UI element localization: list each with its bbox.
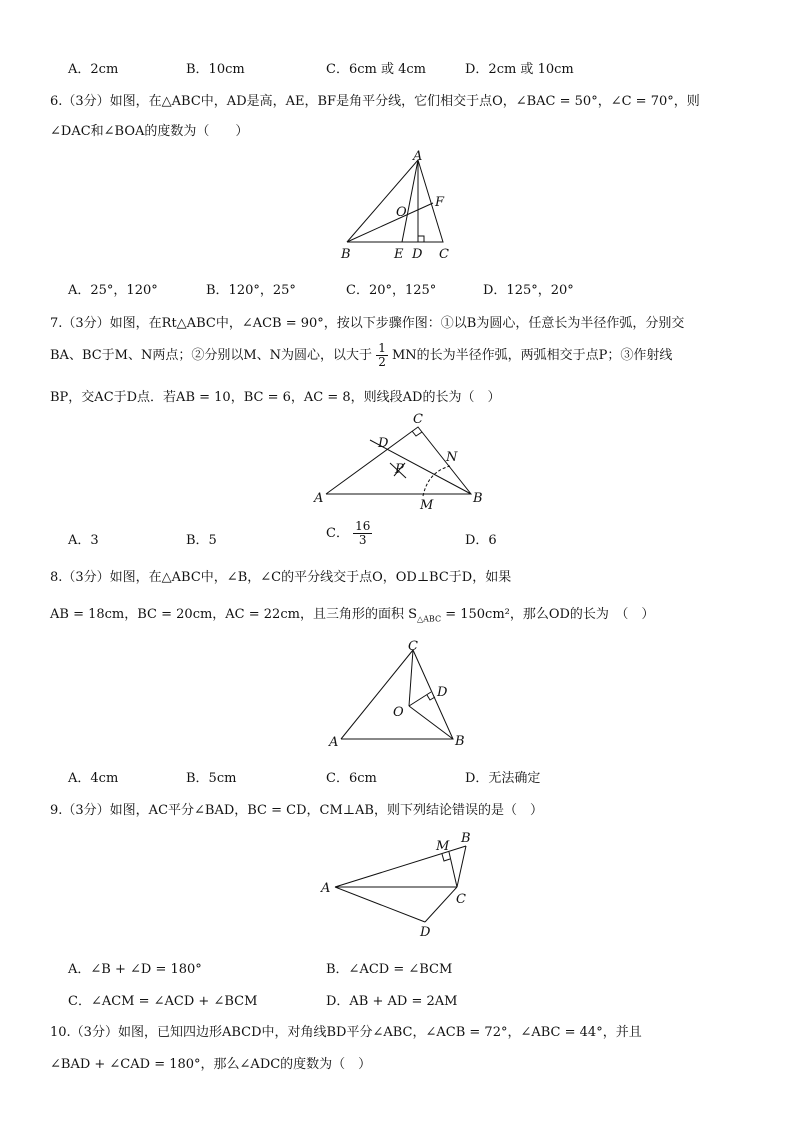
- q6-stem-line1: 6.（3分）如图，在△ABC中，AD是高，AE，BF是角平分线，它们相交于点O，∠BAC = 50°，∠C = 70°，则: [50, 94, 700, 109]
- q6-label-d: D: [412, 247, 423, 262]
- q7-frac-num: 1: [378, 341, 386, 355]
- q7-stem-line1: 7.（3分）如图，在Rt△ABC中，∠ACB = 90°，按以下步骤作图：①以B为圆心，任意长为半径作弧，分别交: [50, 316, 685, 331]
- q7-label-b: B: [473, 491, 483, 506]
- q8-label-c: C: [408, 639, 418, 654]
- q10-stem-line2: ∠BAD + ∠CAD = 180°，那么∠ADC的度数为（ ）: [50, 1057, 372, 1072]
- q9-option-b: B．∠ACD = ∠BCM: [326, 962, 453, 977]
- q9-label-a: A: [321, 881, 331, 896]
- q5-option-a: A．2cm: [68, 62, 119, 77]
- q8-stem-line2-part2: = 150cm²，那么OD的长为 （ ）: [441, 607, 655, 622]
- q7-stem-line2-part1: BA、BC于M、N两点；②分别以M、N为圆心，以大于: [50, 348, 373, 363]
- q9-label-b: B: [461, 831, 471, 846]
- q7-option-c-fraction: [353, 520, 372, 547]
- q8-stem-line1: 8.（3分）如图，在△ABC中，∠B，∠C的平分线交于点O，OD⊥BC于D，如果: [50, 570, 512, 585]
- q6-option-b: B．120°，25°: [206, 283, 296, 298]
- q6-label-c: C: [439, 247, 449, 262]
- q6-option-c: C．20°，125°: [346, 283, 437, 298]
- q8-triangle-figure: [325, 638, 475, 750]
- q8-area-subscript: △ABC: [416, 614, 442, 624]
- q7-label-a: A: [314, 491, 324, 506]
- q8-label-o: O: [393, 705, 404, 720]
- q8-label-d: D: [437, 685, 448, 700]
- q7-label-d: D: [378, 436, 389, 451]
- q8-option-c: C．6cm: [326, 771, 377, 786]
- q6-label-o: O: [396, 205, 407, 220]
- q9-option-a: A．∠B + ∠D = 180°: [68, 962, 202, 977]
- q7-label-m: M: [420, 498, 434, 513]
- q8-option-a: A．4cm: [68, 771, 119, 786]
- q7-frac-den: 2: [378, 355, 386, 369]
- q7-label-p: P: [395, 462, 404, 477]
- q9-label-m: M: [436, 839, 450, 854]
- q7-triangle-figure: [310, 410, 495, 515]
- q5-option-d: D．2cm 或 10cm: [465, 62, 574, 77]
- q8-stem-line2: [50, 603, 654, 624]
- q6-label-e: E: [394, 247, 404, 262]
- q5-option-b: B．10cm: [186, 62, 245, 77]
- q6-label-f: F: [435, 195, 445, 210]
- q7-option-d: D．6: [465, 533, 497, 548]
- q7-stem-line3: BP，交AC于D点．若AB = 10，BC = 6，AC = 8，则线段AD的长为（ ）: [50, 390, 501, 405]
- q8-option-d: D．无法确定: [465, 771, 541, 786]
- q7-option-c-den: 3: [358, 533, 367, 547]
- q7-half-fraction: [376, 342, 388, 369]
- q8-label-b: B: [455, 734, 465, 749]
- q8-stem-line2-part1: AB = 18cm，BC = 20cm，AC = 22cm，且三角形的面积 S: [50, 607, 417, 622]
- q9-figure: [315, 826, 485, 942]
- q6-label-a: A: [413, 149, 423, 164]
- q9-label-d: D: [420, 925, 431, 940]
- q5-option-c: C．6cm 或 4cm: [326, 62, 426, 77]
- q7-stem-line2: [50, 342, 672, 369]
- q7-stem-line2-part2: MN的长为半径作弧，两弧相交于点P；③作射线: [391, 348, 673, 363]
- q7-option-c: [326, 520, 372, 547]
- q9-option-c: C．∠ACM = ∠ACD + ∠BCM: [68, 994, 258, 1009]
- q7-label-c: C: [413, 412, 423, 427]
- q8-label-a: A: [329, 735, 339, 750]
- q7-option-c-num: 16: [355, 519, 371, 533]
- q8-option-b: B．5cm: [186, 771, 237, 786]
- q6-label-b: B: [341, 247, 351, 262]
- q7-label-n: N: [446, 450, 458, 465]
- q6-stem-line2: ∠DAC和∠BOA的度数为（ ）: [50, 124, 249, 139]
- q7-option-b: B．5: [186, 533, 217, 548]
- q9-option-d: D．AB + AD = 2AM: [326, 994, 458, 1009]
- q6-triangle-figure: [335, 148, 465, 263]
- q6-option-a: A．25°，120°: [68, 283, 158, 298]
- q6-option-d: D．125°，20°: [483, 283, 574, 298]
- q9-stem-line1: 9.（3分）如图，AC平分∠BAD，BC = CD，CM⊥AB，则下列结论错误的是（ ）: [50, 803, 543, 818]
- q10-stem-line1: 10.（3分）如图，已知四边形ABCD中，对角线BD平分∠ABC，∠ACB = 72°，∠ABC = 44°，并且: [50, 1025, 642, 1040]
- q7-option-c-prefix: C．: [326, 526, 349, 541]
- q7-option-a: A．3: [68, 533, 99, 548]
- q9-label-c: C: [456, 892, 466, 907]
